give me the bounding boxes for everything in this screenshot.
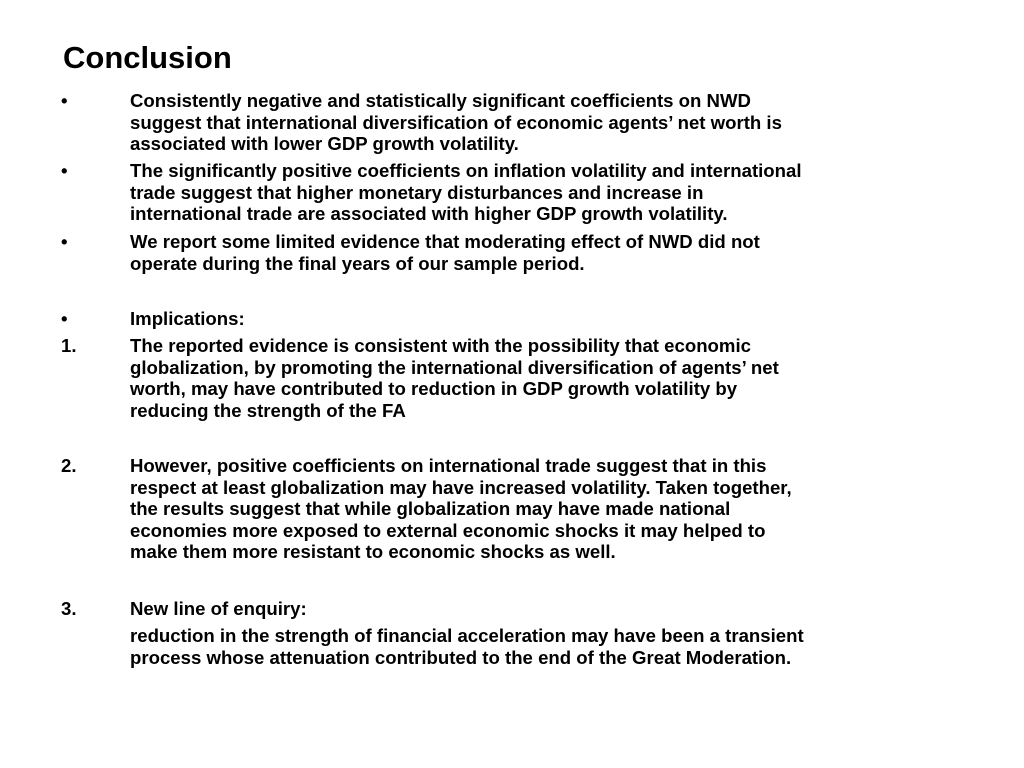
bullet-text: The significantly positive coefficients on inflation volatility and international trade suggest that higher monetary disturbances and increase in international trade are associated with higher GDP growth volatility. xyxy=(130,160,802,224)
bullet-text: Consistently negative and statistically significant coefficients on NWD suggest that international diversification of economic agents’ net worth is associated with lower GDP growth volatility. xyxy=(130,90,782,154)
bullet-text: We report some limited evidence that moderating effect of NWD did not operate during the final years of our sample period. xyxy=(130,231,760,274)
numbered-text: New line of enquiry: xyxy=(130,598,307,619)
numbered-text: However, positive coefficients on international trade suggest that in this respect at least globalization may have increased volatility. Taken together, the results suggest that while globalization may have made national economies more exposed to external economic shocks it may helped to make them more resistant to economic shocks as well. xyxy=(130,455,792,562)
bullet-marker: • xyxy=(61,231,68,252)
slide-title: Conclusion xyxy=(63,40,232,75)
bullet-marker: • xyxy=(61,90,68,111)
numbered-text: The reported evidence is consistent with the possibility that economic globalization, by promoting the international diversification of agents’ net worth, may have contributed to reduction in GDP growth volatility by reducing the strength of the FA xyxy=(130,335,779,421)
number-marker: 2. xyxy=(61,455,77,476)
bullet-text: Implications: xyxy=(130,308,245,329)
number-marker: 1. xyxy=(61,335,77,356)
continuation-text: reduction in the strength of financial acceleration may have been a transient process whose attenuation contributed to the end of the Great Moderation. xyxy=(130,625,804,668)
bullet-marker: • xyxy=(61,308,68,329)
number-marker: 3. xyxy=(61,598,77,619)
bullet-marker: • xyxy=(61,160,68,181)
